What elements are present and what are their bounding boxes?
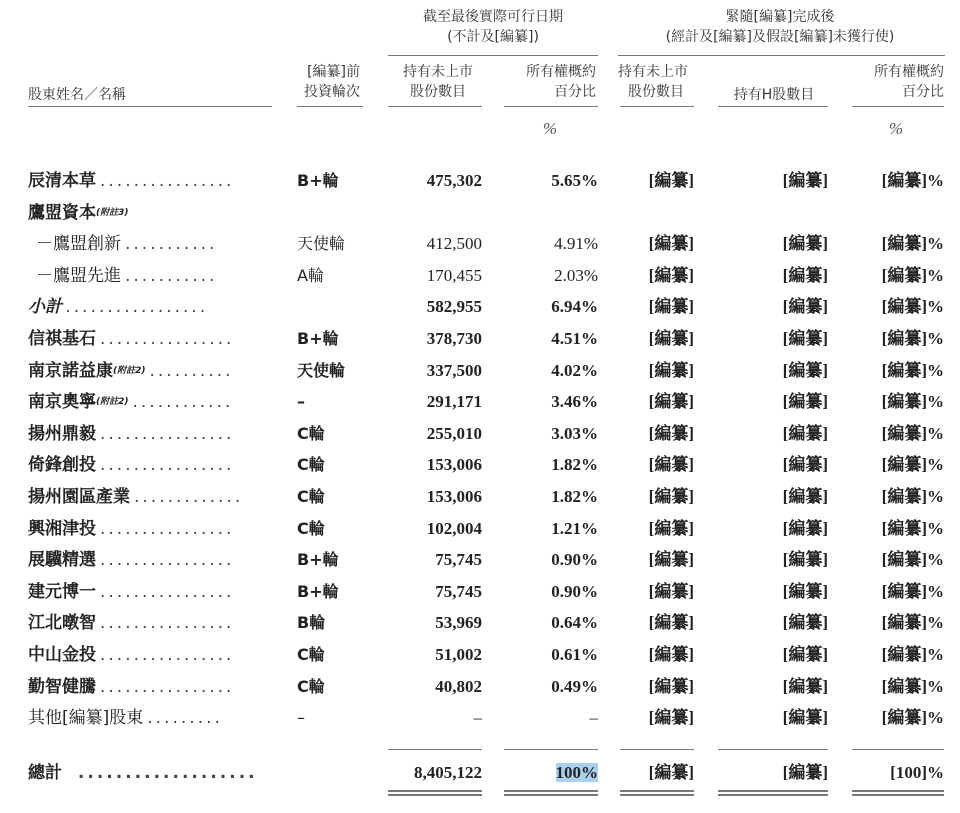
shareholder-name-cell <box>28 455 234 475</box>
shareholder-name: －鷹盟創新 <box>36 234 121 254</box>
post-h-shares: [編纂] <box>782 424 828 443</box>
post-unlisted-shares: [編纂] <box>648 550 694 569</box>
leader-dots: ................ <box>100 424 235 444</box>
table-row <box>0 450 960 480</box>
shareholder-name-cell <box>28 613 234 633</box>
col-header-pct2-rule <box>852 106 944 107</box>
ownership-pct: 0.64% <box>551 613 598 632</box>
ownership-pct: 1.82% <box>551 487 598 506</box>
table-row <box>0 608 960 638</box>
post-h-shares: [編纂] <box>782 361 828 380</box>
table-row <box>0 419 960 449</box>
ownership-pct: 1.21% <box>551 519 598 538</box>
pct1-total-double-rule <box>504 790 598 796</box>
post-ownership-pct: [編纂]% <box>881 487 944 506</box>
table-row <box>0 640 960 670</box>
group1-header-line1: 截至最後實際可行日期 <box>423 9 563 25</box>
total-shares: 8,405,122 <box>414 763 482 782</box>
table-row <box>0 166 960 196</box>
leader-dots: ................ <box>100 171 235 191</box>
unlisted-shares: 40,802 <box>435 677 482 696</box>
shareholder-name-cell <box>28 645 234 665</box>
post-unlisted-shares: [編纂] <box>648 677 694 696</box>
post-unlisted-shares: [編纂] <box>648 582 694 601</box>
total-post-pct: [100]% <box>890 763 944 782</box>
col-header-shares1-line2: 股份數目 <box>410 84 466 100</box>
shareholder-name: 倚鋒創投 <box>28 455 96 475</box>
shareholder-name-cell <box>28 392 233 412</box>
table-row <box>0 356 960 386</box>
post-h-shares: [編纂] <box>782 171 828 190</box>
shareholder-name: －鷹盟先進 <box>36 266 121 286</box>
unlisted-shares: 102,004 <box>426 519 482 538</box>
post-unlisted-shares: [編纂] <box>648 487 694 506</box>
shareholder-name-cell <box>28 487 243 507</box>
leader-dots: ................ <box>100 645 235 665</box>
unlisted-shares: 51,002 <box>435 645 482 664</box>
post-h-shares: [編纂] <box>782 266 828 285</box>
footnote-ref: (附註2) <box>96 397 129 407</box>
post-unlisted-shares: [編纂] <box>648 266 694 285</box>
ownership-pct: 0.90% <box>551 550 598 569</box>
post-h-shares: [編纂] <box>782 677 828 696</box>
col-header-pct2-line2: 百分比 <box>902 84 944 100</box>
shareholder-name-cell <box>28 708 223 728</box>
investment-round: B+輪 <box>297 550 339 569</box>
shareholder-name: 中山金投 <box>28 645 96 665</box>
group1-header-line2: (不計及[編纂]) <box>447 29 539 45</box>
ownership-pct: 3.46% <box>551 392 598 411</box>
investment-round: C輪 <box>297 424 325 443</box>
investment-round: C輪 <box>297 519 325 538</box>
col-header-shares1-line1: 持有未上市 <box>403 64 473 80</box>
shareholder-name-cell <box>28 677 234 697</box>
pct2-subtotal-rule <box>852 749 944 750</box>
unlisted-shares: 53,969 <box>435 613 482 632</box>
post-unlisted-shares: [編纂] <box>648 519 694 538</box>
shareholder-name-cell <box>28 329 234 349</box>
col-header-name-rule <box>28 106 272 107</box>
ownership-pct: 4.51% <box>551 329 598 348</box>
investment-round: B+輪 <box>297 171 339 190</box>
unlisted-shares: 582,955 <box>426 297 482 316</box>
unlisted-shares: 255,010 <box>426 424 482 443</box>
unit-pct2: % <box>888 119 904 138</box>
post-unlisted-shares: [編纂] <box>648 645 694 664</box>
ownership-pct: 0.90% <box>551 582 598 601</box>
leader-dots: ................ <box>100 329 235 349</box>
col-header-name: 股東姓名／名稱 <box>28 87 126 103</box>
leader-dots: ................ <box>100 613 235 633</box>
col-header-pct1-rule <box>504 106 598 107</box>
ownership-pct: 4.02% <box>551 361 598 380</box>
shareholder-name: 其他[編纂]股東 <box>28 708 144 728</box>
table-row <box>0 514 960 544</box>
post-h-shares: [編纂] <box>782 582 828 601</box>
shareholder-name-cell <box>28 203 129 223</box>
post-ownership-pct: [編纂]% <box>881 519 944 538</box>
total-pct-value: 100% <box>555 763 598 782</box>
post-unlisted-shares: [編纂] <box>648 234 694 253</box>
unlisted-shares: 475,302 <box>426 171 482 190</box>
unlisted-shares: 75,745 <box>435 550 482 569</box>
col-header-h-shares-rule <box>718 106 828 107</box>
shareholder-name-cell <box>28 361 234 381</box>
post-unlisted-shares: [編纂] <box>648 455 694 474</box>
shareholder-name: 辰清本草 <box>28 171 96 191</box>
leader-dots: .......... <box>149 361 234 381</box>
shares1-subtotal-rule <box>388 749 482 750</box>
leader-dots: ................. <box>66 297 209 317</box>
table-row <box>0 229 960 259</box>
col-header-pct1-line2: 百分比 <box>554 84 596 100</box>
table-row <box>0 387 960 417</box>
shareholder-name: 興湘津投 <box>28 519 96 539</box>
leader-dots: ................ <box>100 582 235 602</box>
post-unlisted-shares: [編纂] <box>648 329 694 348</box>
unlisted-shares: 291,171 <box>426 392 482 411</box>
table-row <box>0 292 960 322</box>
col-header-h-shares: 持有H股數目 <box>733 87 815 103</box>
unlisted-shares: 378,730 <box>426 329 482 348</box>
ownership-pct: 0.61% <box>551 645 598 664</box>
pct2-total-double-rule <box>852 790 944 796</box>
leader-dots: ............ <box>132 392 234 412</box>
col-header-round-rule <box>297 106 363 107</box>
shareholder-name: 鷹盟資本 <box>28 203 96 223</box>
footnote-ref: (附註3) <box>96 208 129 218</box>
shareholder-name: 江北暾智 <box>28 613 96 633</box>
ownership-pct: 6.94% <box>551 297 598 316</box>
col-header-round-line2: 投資輪次 <box>304 84 360 100</box>
leader-dots: ................ <box>100 519 235 539</box>
shareholder-name: 南京諾益康 <box>28 361 113 381</box>
ownership-pct: – <box>589 708 598 727</box>
shareholder-name: 南京奧寧 <box>28 392 96 412</box>
post-unlisted-shares: [編纂] <box>648 424 694 443</box>
unlisted-shares: 153,006 <box>426 487 482 506</box>
post-ownership-pct: [編纂]% <box>881 677 944 696</box>
ownership-pct: 5.65% <box>551 171 598 190</box>
investment-round: B輪 <box>297 613 326 632</box>
unlisted-shares: 412,500 <box>426 234 482 253</box>
post-h-shares: [編纂] <box>782 613 828 632</box>
pct1-subtotal-rule <box>504 749 598 750</box>
post-unlisted-shares: [編纂] <box>648 361 694 380</box>
shareholder-name-cell <box>28 550 234 570</box>
table-row <box>0 577 960 607</box>
post-ownership-pct: [編纂]% <box>881 582 944 601</box>
group1-rule <box>388 55 598 56</box>
post-ownership-pct: [編纂]% <box>881 297 944 316</box>
post-h-shares: [編纂] <box>782 550 828 569</box>
shareholder-name-cell <box>28 519 234 539</box>
investment-round: C輪 <box>297 677 325 696</box>
post-h-shares: [編纂] <box>782 297 828 316</box>
leader-dots: ................... <box>77 763 258 783</box>
col-header-round-line1: [編纂]前 <box>307 64 360 80</box>
unlisted-shares: – <box>473 708 482 727</box>
post-h-shares: [編纂] <box>782 645 828 664</box>
investment-round: C輪 <box>297 455 325 474</box>
footnote-ref: (附註2) <box>113 366 146 376</box>
post-unlisted-shares: [編纂] <box>648 392 694 411</box>
post-h-shares: [編纂] <box>782 519 828 538</box>
shares2-total-double-rule <box>620 790 694 796</box>
shareholder-name: 信祺基石 <box>28 329 96 349</box>
unlisted-shares: 75,745 <box>435 582 482 601</box>
leader-dots: ................ <box>100 550 235 570</box>
shareholder-name-cell <box>36 234 217 254</box>
post-ownership-pct: [編纂]% <box>881 361 944 380</box>
post-ownership-pct: [編纂]% <box>881 171 944 190</box>
shareholder-name-cell <box>28 297 209 317</box>
post-ownership-pct: [編纂]% <box>881 329 944 348</box>
post-ownership-pct: [編纂]% <box>881 708 944 727</box>
post-ownership-pct: [編纂]% <box>881 392 944 411</box>
col-header-shares2-rule <box>620 106 694 107</box>
post-unlisted-shares: [編纂] <box>648 171 694 190</box>
ownership-pct: 0.49% <box>551 677 598 696</box>
post-h-shares: [編纂] <box>782 455 828 474</box>
col-header-shares2-line2: 股份數目 <box>628 84 684 100</box>
unlisted-shares: 337,500 <box>426 361 482 380</box>
leader-dots: ........... <box>125 234 218 254</box>
total-label <box>28 763 258 783</box>
post-h-shares: [編纂] <box>782 329 828 348</box>
post-ownership-pct: [編纂]% <box>881 266 944 285</box>
leader-dots: ................ <box>100 455 235 475</box>
group2-header-line1: 緊隨[編纂]完成後 <box>725 9 835 25</box>
post-unlisted-shares: [編纂] <box>648 708 694 727</box>
table-row <box>0 482 960 512</box>
post-ownership-pct: [編纂]% <box>881 455 944 474</box>
post-ownership-pct: [編纂]% <box>881 645 944 664</box>
shareholder-name: 揚州園區產業 <box>28 487 130 507</box>
shareholder-name: 展驥精選 <box>28 550 96 570</box>
ownership-pct: 4.91% <box>554 234 598 253</box>
investment-round: 天使輪 <box>297 234 346 253</box>
total-name: 總計 <box>28 763 62 783</box>
col-header-shares2-line1: 持有未上市 <box>618 64 688 80</box>
post-ownership-pct: [編纂]% <box>881 234 944 253</box>
post-unlisted-shares: [編纂] <box>648 297 694 316</box>
unlisted-shares: 153,006 <box>426 455 482 474</box>
investment-round: 天使輪 <box>297 361 346 380</box>
group2-rule <box>618 55 945 56</box>
investment-round: C輪 <box>297 487 325 506</box>
ownership-pct: 1.82% <box>551 455 598 474</box>
shareholder-name: 建元博一 <box>28 582 96 602</box>
leader-dots: ................ <box>100 677 235 697</box>
investment-round: C輪 <box>297 645 325 664</box>
col-header-shares1-rule <box>388 106 482 107</box>
investment-round: B+輪 <box>297 329 339 348</box>
table-row <box>0 198 960 228</box>
investment-round: B+輪 <box>297 582 339 601</box>
investment-round: – <box>297 392 305 411</box>
post-ownership-pct: [編纂]% <box>881 424 944 443</box>
total-post-shares: [編纂] <box>648 763 694 782</box>
ownership-pct: 3.03% <box>551 424 598 443</box>
h-shares-total-double-rule <box>718 790 828 796</box>
col-header-pct2-line1: 所有權概約 <box>874 64 944 80</box>
post-h-shares: [編纂] <box>782 708 828 727</box>
post-h-shares: [編纂] <box>782 234 828 253</box>
ownership-pct: 2.03% <box>554 266 598 285</box>
table-row <box>0 545 960 575</box>
total-pct <box>504 763 598 783</box>
shares2-subtotal-rule <box>620 749 694 750</box>
leader-dots: ............. <box>134 487 244 507</box>
shareholder-name: 揚州鼎毅 <box>28 424 96 444</box>
h-shares-subtotal-rule <box>718 749 828 750</box>
leader-dots: ........... <box>125 266 218 286</box>
shareholder-name: 小計 <box>28 297 62 317</box>
total-h-shares: [編纂] <box>782 763 828 782</box>
post-unlisted-shares: [編纂] <box>648 613 694 632</box>
unlisted-shares: 170,455 <box>426 266 482 285</box>
table-row <box>0 324 960 354</box>
post-ownership-pct: [編纂]% <box>881 613 944 632</box>
table-row <box>0 261 960 291</box>
table-row <box>0 672 960 702</box>
shareholder-name-cell <box>28 424 234 444</box>
investment-round: – <box>297 708 305 727</box>
investment-round: A輪 <box>297 266 324 285</box>
post-h-shares: [編纂] <box>782 487 828 506</box>
col-header-pct1-line1: 所有權概約 <box>526 64 596 80</box>
shareholder-name-cell <box>28 171 234 191</box>
post-ownership-pct: [編纂]% <box>881 550 944 569</box>
shares1-total-double-rule <box>388 790 482 796</box>
table-row <box>0 703 960 733</box>
shareholder-name-cell <box>28 582 234 602</box>
group2-header-line2: (經計及[編纂]及假設[編纂]未獲行使) <box>665 29 895 45</box>
total-row <box>0 758 960 788</box>
shareholder-name: 勤智健騰 <box>28 677 96 697</box>
shareholder-name-cell <box>36 266 217 286</box>
post-h-shares: [編纂] <box>782 392 828 411</box>
leader-dots: ......... <box>147 708 223 728</box>
unit-pct1: % <box>542 119 558 138</box>
